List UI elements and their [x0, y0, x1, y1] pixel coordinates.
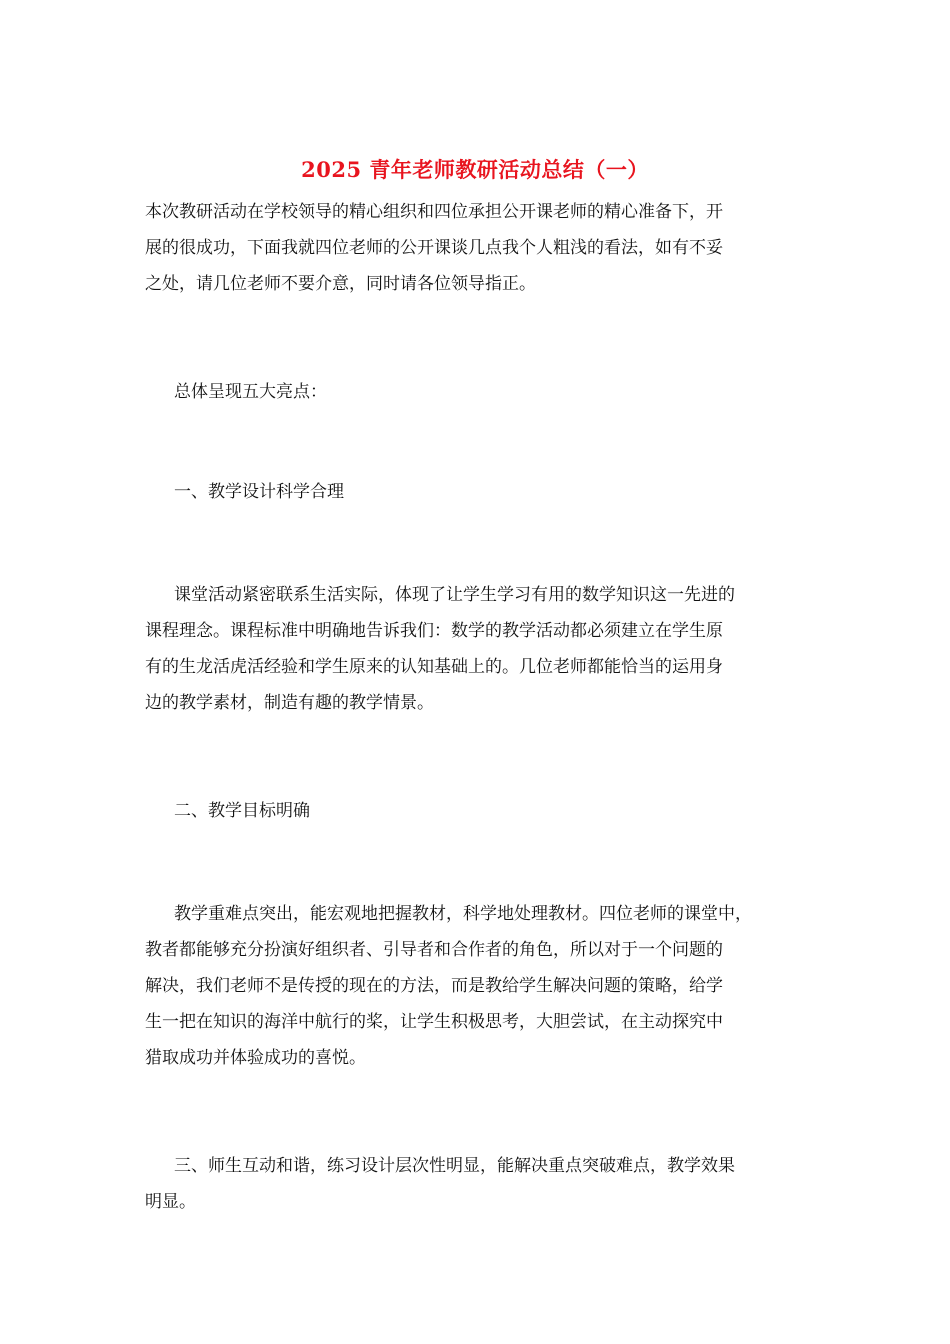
text-line: 三、师生互动和谐，练习设计层次性明显，能解决重点突破难点，教学效果 — [174, 1156, 735, 1176]
text-line: 猎取成功并体验成功的喜悦。 — [145, 1048, 366, 1068]
text-line: 展的很成功，下面我就四位老师的公开课谈几点我个人粗浅的看法，如有不妥 — [145, 238, 723, 258]
heading-text: 二、教学目标明确 — [174, 801, 310, 821]
heading-text: 一、教学设计科学合理 — [174, 482, 344, 502]
text-line: 生一把在知识的海洋中航行的桨，让学生积极思考，大胆尝试，在主动探究中 — [145, 1012, 723, 1032]
text-line: 边的教学素材，制造有趣的教学情景。 — [145, 693, 434, 713]
section-1-heading — [145, 474, 815, 510]
text-line: 教者都能够充分扮演好组织者、引导者和合作者的角色，所以对于一个问题的 — [145, 940, 723, 960]
text-line: 明显。 — [145, 1192, 196, 1212]
text-line: 课程理念。课程标准中明确地告诉我们：数学的教学活动都必须建立在学生原 — [145, 621, 723, 641]
overview-paragraph — [145, 374, 815, 410]
text-line: 之处，请几位老师不要介意，同时请各位领导指正。 — [145, 274, 536, 294]
document-title: 2025 青年老师教研活动总结（一） — [301, 157, 649, 182]
section-3-body — [145, 1148, 815, 1220]
text-line: 教学重难点突出，能宏观地把握教材，科学地处理教材。四位老师的课堂中， — [174, 904, 752, 924]
section-1-body — [145, 577, 815, 721]
section-2-body — [145, 896, 815, 1076]
text-line: 课堂活动紧密联系生活实际，体现了让学生学习有用的数学知识这一先进的 — [174, 585, 735, 605]
intro-paragraph — [145, 194, 815, 302]
text-line: 解决，我们老师不是传授的现在的方法，而是教给学生解决问题的策略，给学 — [145, 976, 723, 996]
overview-text: 总体呈现五大亮点： — [174, 382, 327, 402]
text-line: 本次教研活动在学校领导的精心组织和四位承担公开课老师的精心准备下，开 — [145, 202, 723, 222]
text-line: 有的生龙活虎活经验和学生原来的认知基础上的。几位老师都能恰当的运用身 — [145, 657, 723, 677]
section-2-heading — [145, 793, 815, 829]
